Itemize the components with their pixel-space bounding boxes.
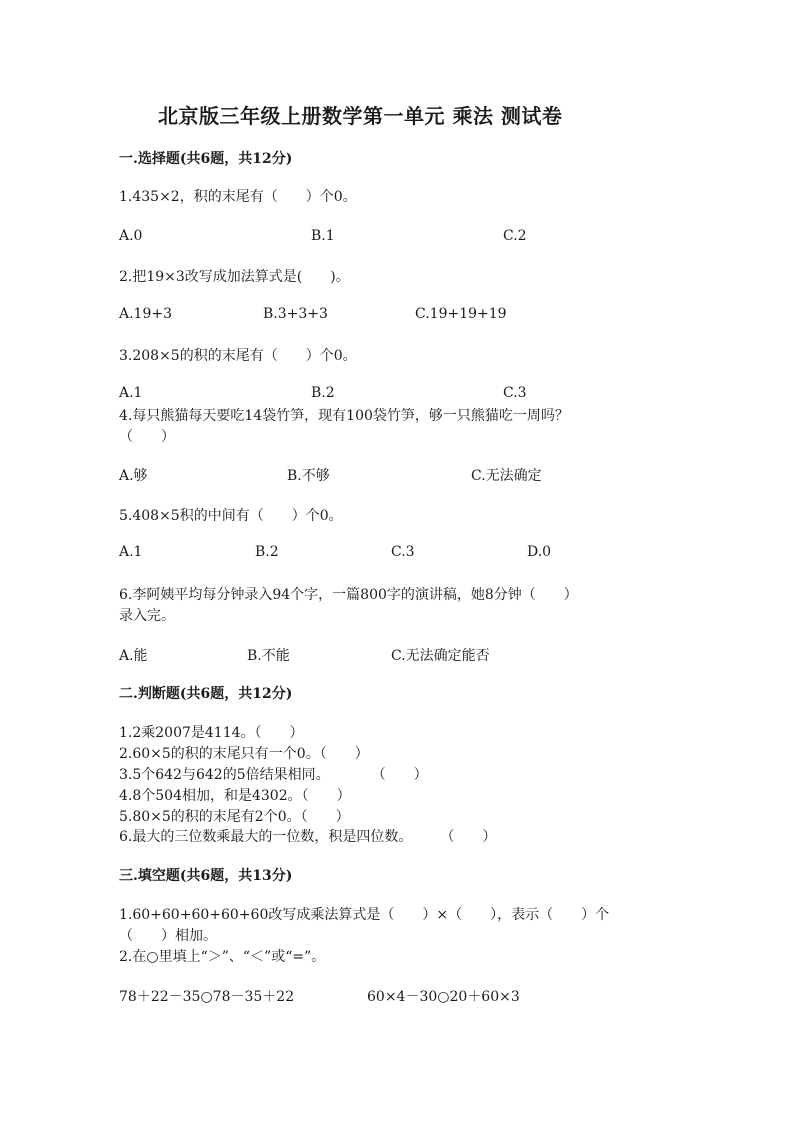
option-c: C.19+19+19: [415, 306, 507, 322]
question-1: 1.435×2，积的末尾有（ ）个0。: [119, 189, 357, 205]
question-3: 3.208×5的积的末尾有（ ）个0。: [119, 348, 357, 364]
option-b: B.2: [255, 544, 279, 560]
fill-question-2: 2.在○里填上“＞”、“＜”或“=”。: [119, 949, 326, 965]
option-c: C.无法确定: [471, 468, 542, 484]
option-b: B.不够: [287, 468, 330, 484]
question-5: 5.408×5积的中间有（ ）个0。: [119, 508, 343, 524]
fill-question-1-line-1: 1.60+60+60+60+60改写成乘法算式是（ ）×（ ），表示（ ）个: [119, 907, 610, 923]
option-a: A.1: [119, 544, 143, 560]
judgment-item: 6.最大的三位数乘最大的一位数，积是四位数。 （ ）: [119, 829, 497, 845]
judgment-item: 4.8个504相加，和是4302。（ ）: [119, 788, 351, 804]
option-a: A.能: [119, 648, 148, 664]
option-c: C.2: [503, 228, 527, 244]
judgment-item: 5.80×5的积的末尾有2个0。（ ）: [119, 809, 350, 825]
option-a: A.0: [119, 228, 143, 244]
option-a: A.19+3: [119, 306, 173, 322]
question-4-line-2: （ ）: [119, 429, 175, 445]
section-heading-choice: 一.选择题(共6题，共12分): [119, 151, 293, 167]
option-c: C.3: [503, 385, 527, 401]
option-b: B.2: [311, 385, 335, 401]
section-heading-judgment: 二.判断题(共6题，共12分): [119, 686, 293, 702]
question-6-line-1: 6.李阿姨平均每分钟录入94个字，一篇800字的演讲稿，她8分钟（ ）: [119, 587, 578, 603]
option-c: C.3: [391, 544, 415, 560]
option-a: A.够: [119, 468, 148, 484]
option-a: A.1: [119, 385, 143, 401]
judgment-item: 3.5个642与642的5倍结果相同。 （ ）: [119, 767, 428, 783]
fill-question-1-line-2: （ ）相加。: [119, 928, 217, 944]
judgment-item: 2.60×5的积的末尾只有一个0。（ ）: [119, 746, 369, 762]
option-c: C.无法确定能否: [391, 648, 490, 664]
option-d: D.0: [527, 544, 552, 560]
comparison-expression-2: 60×4－30○20＋60×3: [367, 989, 520, 1005]
page-title: 北京版三年级上册数学第一单元 乘法 测试卷: [158, 104, 563, 128]
option-b: B.3+3+3: [263, 306, 328, 322]
section-heading-fill-blank: 三.填空题(共6题，共13分): [119, 868, 293, 884]
judgment-item: 1.2乘2007是4114。（ ）: [119, 725, 304, 741]
comparison-expression-1: 78＋22－35○78－35＋22: [119, 989, 295, 1005]
question-2: 2.把19×3改写成加法算式是( )。: [119, 269, 350, 285]
question-6-line-2: 录入完。: [119, 608, 175, 624]
option-b: B.1: [311, 228, 335, 244]
question-4-line-1: 4.每只熊猫每天要吃14袋竹笋，现有100袋竹笋，够一只熊猫吃一周吗？: [119, 408, 569, 424]
option-b: B.不能: [247, 648, 290, 664]
